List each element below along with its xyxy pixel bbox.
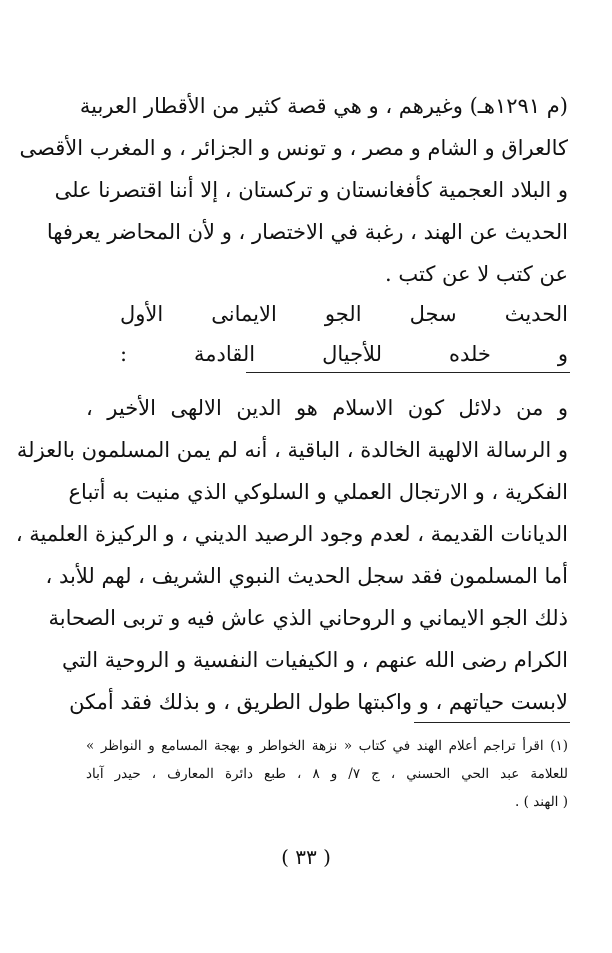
body-line: لابست حياتهم ، و واكبتها طول الطريق ، و بذلك فقد أمكن <box>69 690 568 714</box>
body-line: الكرام رضى الله عنهم ، و الكيفيات النفسية و الروحية التي <box>62 648 568 672</box>
body-line: أما المسلمون فقد سجل الحديث النبوي الشريف ، لهم للأبد ، <box>45 564 568 588</box>
body-line: كالعراق و الشام و مصر ، و تونس و الجزائر ، و المغرب الأقصى <box>19 136 568 160</box>
footnote-line: ( الهند ) . <box>515 794 568 810</box>
body-line: و الرسالة الالهية الخالدة ، الباقية ، أنه لم يمن المسلمون بالعزلة <box>16 438 568 462</box>
body-line: الديانات القديمة ، لعدم وجود الرصيد الديني ، و الركيزة العلمية ، <box>15 522 568 546</box>
footnote-line: للعلامة عبد الحي الحسني ، ج ٧/ و ٨ ، طبع دائرة المعارف ، حيدر آباد <box>86 766 569 782</box>
body-line: عن كتب لا عن كتب . <box>385 262 568 286</box>
section-heading-line: الحديث سجل الجو الايمانى الأول <box>120 302 568 326</box>
body-line: الفكرية ، و الارتجال العملي و السلوكي الذي منيت به أتباع <box>68 480 568 504</box>
footnote-separator <box>414 722 570 723</box>
body-line: (م ١٢٩١هـ) وغيرهم ، و هي قصة كثير من الأقطار العربية <box>79 94 568 118</box>
body-line: الحديث عن الهند ، رغبة في الاختصار ، و لأن المحاضر يعرفها <box>46 220 568 244</box>
body-line: و البلاد العجمية كأفغانستان و تركستان ، إلا أننا اقتصرنا على <box>54 178 568 202</box>
page-number: ( ٣٣ ) <box>281 845 331 869</box>
heading-underline <box>246 372 570 373</box>
footnote-line: (١) اقرأ تراجم أعلام الهند في كتاب « نزهة الخواطر و بهجة المسامع و النواظر » <box>86 738 568 754</box>
section-heading-line: و خلده للأجيال القادمة : <box>120 342 568 366</box>
body-line: ذلك الجو الايماني و الروحاني الذي عاش فيه و تربى الصحابة <box>48 606 568 630</box>
body-line: و من دلائل كون الاسلام هو الدين الالهى الأخير ، <box>86 396 568 420</box>
